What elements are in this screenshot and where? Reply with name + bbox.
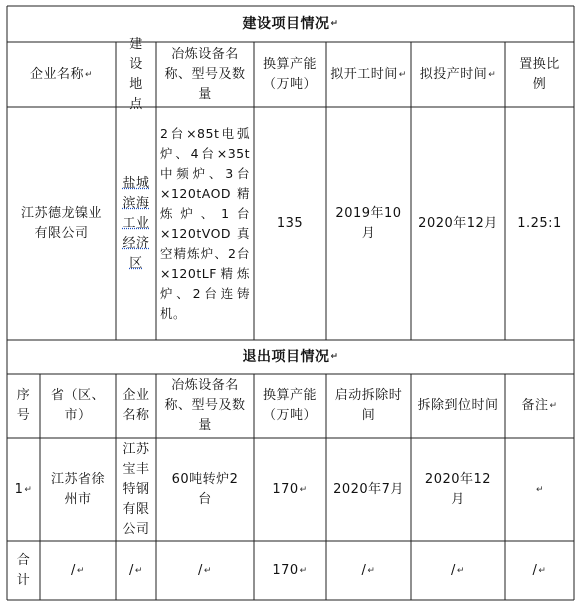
header-ratio: 置换比例 <box>519 56 560 92</box>
total-remark: / ↵ <box>532 562 547 578</box>
header-production-time: 拟投产时间 ↵ <box>419 66 497 82</box>
demolition-start-time: 2020年7月 <box>333 481 404 497</box>
total-label: 合计 <box>16 552 31 588</box>
header-province: 省（区、市） <box>50 388 105 423</box>
exit-serial-no: 1 ↵ <box>14 481 33 497</box>
header-start-time: 拟开工时间 ↵ <box>330 66 407 82</box>
planned-start-time: 2019年10月 <box>335 205 402 241</box>
exit-remark: ↵ <box>535 484 545 495</box>
replacement-ratio: 1.25:1 <box>517 215 562 231</box>
header-demolition-start: 启动拆除时间 <box>334 388 403 423</box>
header-company: 企业名称 ↵ <box>29 66 94 82</box>
header-capacity: 换算产能（万吨） <box>262 56 317 92</box>
header-exit-equipment: 冶炼设备名称、型号及数量 <box>164 378 246 433</box>
section-title-construction: 建设项目情况 ↵ <box>242 16 339 32</box>
planned-production-time: 2020年12月 <box>418 215 498 231</box>
header-demolition-end: 拆除到位时间 <box>417 398 499 413</box>
capacity-value: 135 <box>276 215 304 231</box>
total-capacity: 170 ↵ <box>272 562 308 578</box>
total-start: / ↵ <box>361 562 376 578</box>
exit-province: 江苏省徐州市 <box>50 471 105 507</box>
demolition-end-time: 2020年12月 <box>424 471 492 507</box>
exit-capacity-value: 170 ↵ <box>272 481 308 497</box>
exit-company-name: 江苏宝丰特钢有限公司 <box>122 441 150 537</box>
total-end: / ↵ <box>451 562 465 578</box>
header-remark: 备注 ↵ <box>521 398 558 413</box>
total-equipment: / ↵ <box>198 562 212 578</box>
section-title-exit: 退出项目情况 ↵ <box>242 349 339 365</box>
header-serial-no: 序号 <box>16 388 31 423</box>
header-equipment: 冶炼设备名称、型号及数量 <box>164 46 246 102</box>
company-name: 江苏德龙镍业有限公司 <box>20 205 102 241</box>
exit-equipment: 60吨转炉2台 <box>171 471 239 507</box>
equipment-description: 2台×85t电弧炉、4台×35t中频炉、3台×120tAOD精炼炉、1台×120tVOD真空精炼炉、2台×120tLF精炼炉、2台连铸机。 <box>160 125 250 321</box>
header-exit-company: 企业名称 <box>122 388 150 423</box>
total-company: / ↵ <box>129 562 143 578</box>
header-location: 建设地点 <box>129 36 143 112</box>
construction-location: 盐城滨海工业经济区 <box>122 175 150 271</box>
header-exit-capacity: 换算产能（万吨） <box>262 388 317 423</box>
total-province: / ↵ <box>71 562 85 578</box>
